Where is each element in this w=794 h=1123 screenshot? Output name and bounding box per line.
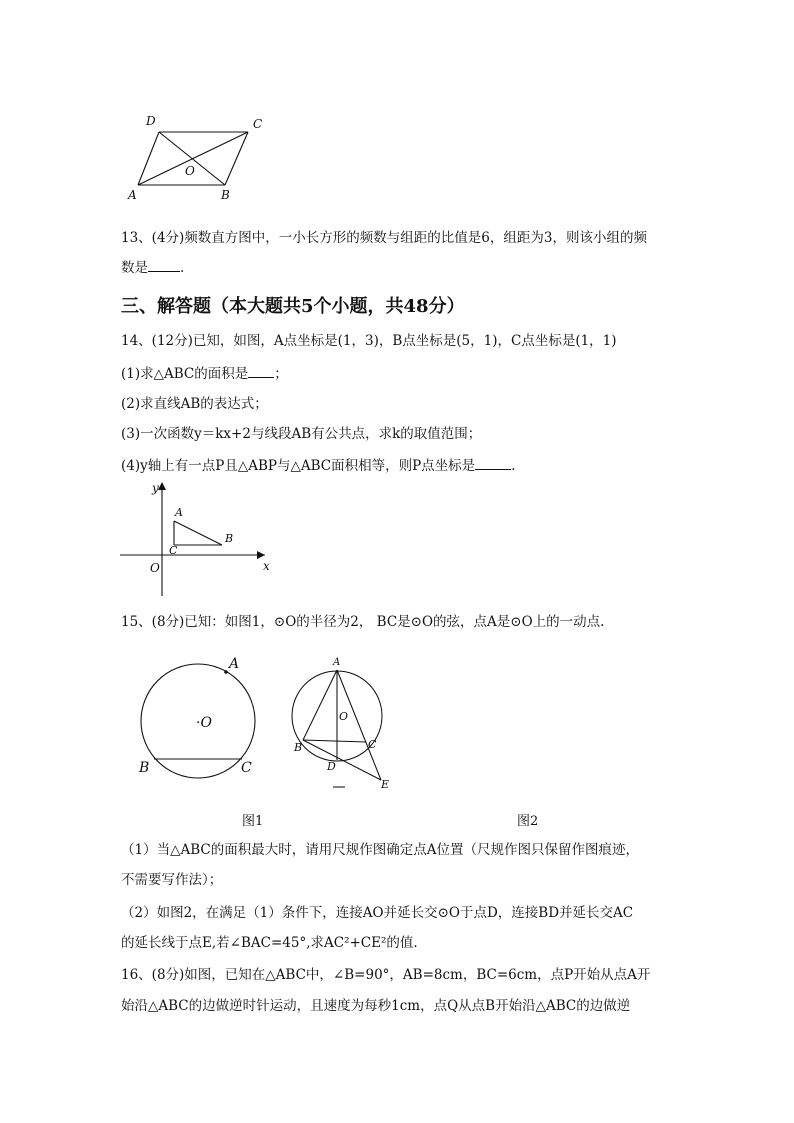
q15-part1-line2: 不需要写作法）； (121, 872, 223, 888)
label-c: C (253, 117, 263, 131)
parallelogram-figure (122, 110, 272, 205)
x-axis-arrow (257, 551, 265, 559)
q15-part1-line1: （1）当△ABC的面积最大时，请用尺规作图确定点A位置（尺规作图只保留作图痕迹， (121, 842, 639, 858)
label-d: D (327, 760, 336, 773)
q14-part4-text: (4)y轴上有一点P且△ABP与△ABC面积相等，则P点坐标是 (121, 458, 476, 474)
edge-bc (225, 132, 248, 185)
q14-intro: 14、(12分)已知，如图，A点坐标是(1，3)，B点坐标是(5，1)，C点坐标是(1，1) (121, 333, 617, 349)
q15-part2-line1: （2）如图2，在满足（1）条件下，连接AO并延长交⊙O于点D，连接BD并延长交AC (121, 905, 634, 921)
segment-ae (337, 670, 381, 780)
figure-2-caption: 图2 (517, 814, 539, 829)
label-origin: O (150, 561, 160, 575)
q13-line2 (121, 258, 184, 278)
segment-ab (174, 521, 222, 545)
q16-line1: 16、(8分)如图，已知在△ABC中，∠B=90°，AB=8cm，BC=6cm，点P开始从点A开 (121, 967, 651, 983)
label-o: ·O (196, 715, 212, 731)
q14-part1 (121, 364, 288, 384)
segment-bc (303, 740, 366, 742)
coordinate-figure (115, 478, 280, 603)
label-x: x (263, 559, 270, 573)
q14-part3: (3)一次函数y＝kx+2与线段AB有公共点，求k的取值范围； (121, 426, 482, 442)
q14-part4 (121, 456, 515, 476)
q16-line2: 始沿△ABC的边做逆时针运动，且速度为每秒1cm，点Q从点B开始沿△ABC的边做逆 (121, 998, 631, 1014)
label-c: C (169, 544, 178, 557)
circle-figure-2 (285, 652, 400, 792)
point-a (224, 670, 228, 674)
label-a: A (229, 656, 240, 672)
q14-part2: (2)求直线AB的表达式； (121, 396, 268, 412)
label-y: y (152, 481, 159, 495)
label-a: A (128, 188, 137, 202)
label-b: B (139, 760, 150, 776)
section-3-title: 三、解答题（本大题共5个小题，共48分） (121, 296, 465, 317)
q15-intro: 15、(8分)已知：如图1，⊙O的半径为2， BC是⊙O的弦，点A是⊙O上的一动点. (121, 614, 605, 630)
q14-part1-text: (1)求△ABC的面积是 (121, 366, 249, 382)
edge-da (138, 132, 159, 185)
q13-answer-blank[interactable] (148, 271, 180, 272)
label-e: E (381, 778, 390, 791)
circle-figure-1 (128, 650, 268, 790)
q14-part4-end: . (511, 458, 516, 474)
q15-part2-line2: 的延长线于点E,若∠BAC=45°,求AC²+CE²的值. (121, 935, 418, 951)
q14-part1-blank[interactable] (248, 377, 274, 378)
q13-line1: 13、(4分)频数直方图中，一小长方形的频数与组距的比值是6，组距为3，则该小组的频 (121, 230, 647, 246)
q14-part4-blank[interactable] (475, 469, 511, 470)
label-c: C (241, 760, 252, 776)
label-o: O (339, 710, 349, 723)
y-axis-arrow (158, 482, 166, 490)
q13-period: . (180, 260, 185, 276)
segment-ab (303, 670, 337, 740)
label-b: B (225, 532, 234, 545)
label-b: B (294, 741, 303, 754)
label-a: A (333, 657, 341, 668)
label-d: D (146, 114, 156, 128)
label-a: A (175, 506, 183, 519)
q14-part1-end: ； (274, 366, 288, 382)
q13-text: 数是 (121, 260, 148, 276)
label-o: O (185, 164, 195, 178)
label-c: C (368, 738, 377, 751)
figure-1-caption: 图1 (242, 814, 264, 829)
label-b: B (221, 188, 230, 202)
